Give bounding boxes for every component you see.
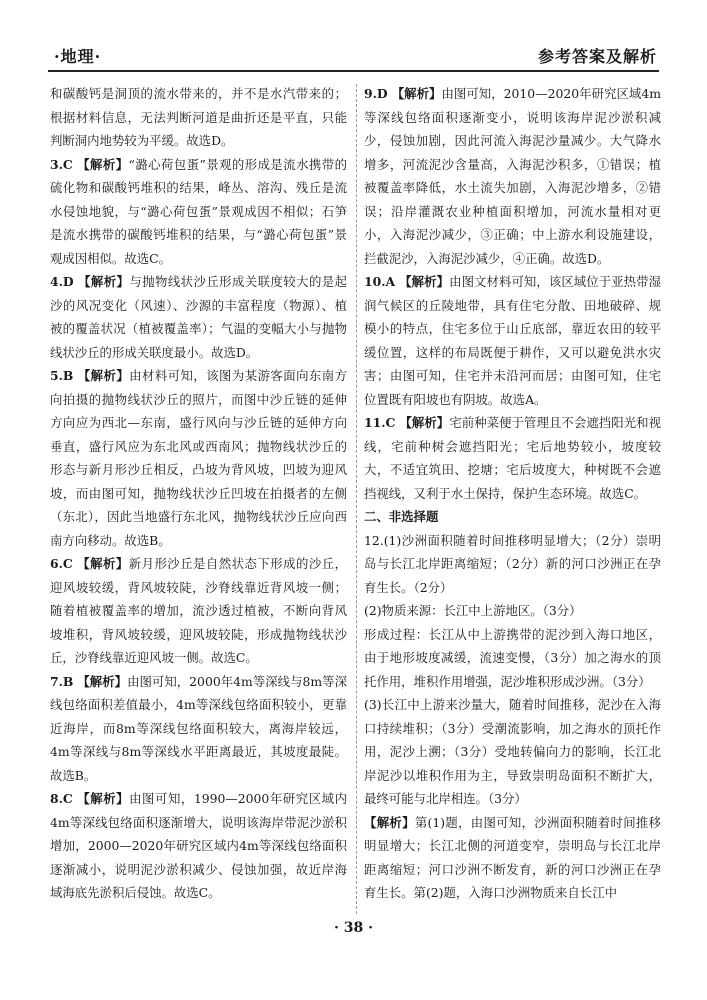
analysis-text: 与抛物线状沙丘形成关联度较大的是起沙的风况变化（风速）、沙源的丰富程度（物源）、植被的覆盖状况（植被覆盖率）；气温的变幅大小与抛物线状沙丘的形成关联度最小。故选D。 [50,274,347,360]
analysis-text: 由图文材料可知，该区域位于亚热带湿润气候区的丘陵地带，具有住宅分散、田地破碎、规模小的特点，住宅多位于山丘底部，靠近农田的较平缓位置，这样的布局既便于耕作，又可以避免洪水灾害；由图可知，住宅并未沿河而居；由图可知，住宅位置既有阳坡也有阴坡。故选A。 [364,274,661,407]
answer-item-q6 [50,552,347,670]
answer-item-q7 [50,670,347,788]
analysis-tag: 【解析】 [399,274,450,289]
answer-number: 7.B [50,673,74,689]
answer-number: 4.D [50,274,74,289]
answer-q12-part1: 12.(1)沙洲面积随着时间推移明显增大；（2分）崇明岛与长江北岸距离缩短；（2分）新的河口沙洲正在孕育生长。（2分） [364,532,661,595]
analysis-tag: 【解析】 [77,673,128,689]
analysis-text: 新月形沙丘是自然状态下形成的沙丘，迎风坡较缓，背风坡较陡，沙脊线靠近背风坡一侧；随着植被覆盖率的增加，流沙透过植被，不断向背风坡堆积，背风坡较缓，迎风坡较陡，形成抛物线状沙丘，沙脊线靠近迎风坡一侧。故选C。 [50,556,347,665]
analysis-tag: 【解析】 [399,415,450,430]
answer-number: 6.C [50,556,73,571]
analysis-tag: 【解析】 [78,274,130,289]
header-title: 参考答案及解析 [537,47,657,66]
left-column [50,82,347,914]
answer-q12-part2-source: (2)物质来源：长江中上游地区。（3分） [364,603,582,618]
answer-item-q5 [50,364,347,552]
analysis-text: 第(1)题，由图可知，沙洲面积随着时间推移明显增大；长江北侧的河道变窄，崇明岛与长江北岸距离缩短；河口沙洲不断发育，新的河口沙洲正在孕育生长。第(2)题，入海口沙洲物质来自长江中 [364,814,661,900]
column-divider [356,84,357,914]
right-column [364,82,661,914]
analysis-text: “潞心荷包蛋”景观的形成是流水携带的硫化物和碳酸钙堆积的结果，峰丛、溶沟、残丘是流水侵蚀地貌，与“潞心荷包蛋”景观成因不相似；石笋是流水携带的碳酸钙堆积的结果，与“潞心荷包蛋”景观成因相似。故选C。 [50,156,347,266]
analysis-text: 由材料可知，该图为某游客面向东南方向拍摄的抛物线状沙丘的照片，而图中沙丘链的延伸方向应为西北—东南，盛行风向与沙丘链的延伸方向垂直，盛行风应为东北风或西南风；抛物线状沙丘的形态与新月形沙丘相反，凸坡为背风坡，凹坡为迎风坡，而由图可知，抛物线状沙丘凹坡在拍摄者的左侧（东北），因此当地盛行东北风，抛物线状沙丘应向西南方向移动。故选B。 [50,368,347,548]
answer-number: 8.C [50,791,73,806]
answer-number: 5.B [50,368,74,383]
analysis-tag: 【解析】 [77,791,130,806]
analysis-tag: 【解析】 [77,156,129,172]
analysis-tag: 【解析】 [77,368,130,383]
section-heading: 二、非选择题 [364,509,439,524]
answer-number: 9.D [364,86,388,101]
answer-item-q3 [50,153,347,271]
answer-q12-part2-process: 形成过程：长江从中上游携带的泥沙到入海口地区，由于地形坡度减缓，流速变慢，（3分）加之海水的顶托作用，堆积作用增强，泥沙堆积形成沙洲。（3分） [364,626,661,689]
analysis-text: 由图可知，2010—2020年研究区域4m等深线包络面积逐渐变小，说明该海岸泥沙淤积减少，侵蚀加剧，因此河流入海泥沙量减少。大气降水增多，河流泥沙含量高，入海泥沙积多，①错误；植被覆盖率降低，水土流失加剧，入海泥沙增多，②错误；沿岸灌溉农业种植面积增加，河流水量相对更小，入海泥沙减少，③正确；中上游水利设施建设，拦截泥沙，入海泥沙减少，④正确。故选D。 [364,86,661,266]
subject-label: ·地理· [54,47,102,66]
analysis-tag: 【解析】 [391,86,442,101]
analysis-tag: 【解析】 [364,814,415,830]
analysis-text: 宅前种菜便于管理且不会遮挡阳光和视线，宅前种树会遮挡阳光；宅后地势较小，坡度较大，不适宜筑田、挖塘；宅后坡度大，种树既不会遮挡视线，又利于水土保持，保护生态环境。故选C。 [364,415,661,501]
answer-item-q9 [364,82,661,270]
analysis-text: 由图可知，2000年4m等深线与8m等深线包络面积差值最小，4m等深线包络面积较小，更靠近海岸，而8m等深线包络面积较大，离海岸较远，4m等深线与8m等深线水平距离最近，其坡度最陡。故选B。 [50,673,347,783]
answer-q12-analysis [364,811,661,905]
page-number: · 38 · [334,920,373,936]
answer-continuation: 和碳酸钙是洞顶的流水带来的，并不是水汽带来的；根据材料信息，无法判断河道是曲折还是平直，只能判断洞内地势较为平缓。故选D。 [50,86,347,148]
page-header [48,30,659,72]
answer-number: 11.C [364,415,396,430]
answer-item-q4 [50,270,347,364]
analysis-tag: 【解析】 [77,556,129,571]
analysis-text: 由图可知，1990—2000年研究区域内4m等深线包络面积逐渐增大，说明该海岸带泥沙淤积增加，2000—2020年研究区域内4m等深线包络面积逐渐减小，说明泥沙淤积减少、侵蚀加强，故近岸海域海底先淤积后侵蚀。故选C。 [50,791,347,900]
answer-number: 3.C [50,156,73,172]
answer-item-q10 [364,270,661,411]
answer-item-q11 [364,411,661,505]
answer-number: 10.A [364,274,396,289]
answer-q12-part3: (3)长江中上游来沙量大，随着时间推移，泥沙在入海口持续堆积；（3分）受潮流影响，加之海水的顶托作用，泥沙上溯；（3分）受地转偏向力的影响，长江北岸泥沙以堆积作用为主，导致崇明岛面积不断扩大，最终可能与北岸相连。（3分） [364,697,661,806]
answer-item-q8 [50,787,347,905]
